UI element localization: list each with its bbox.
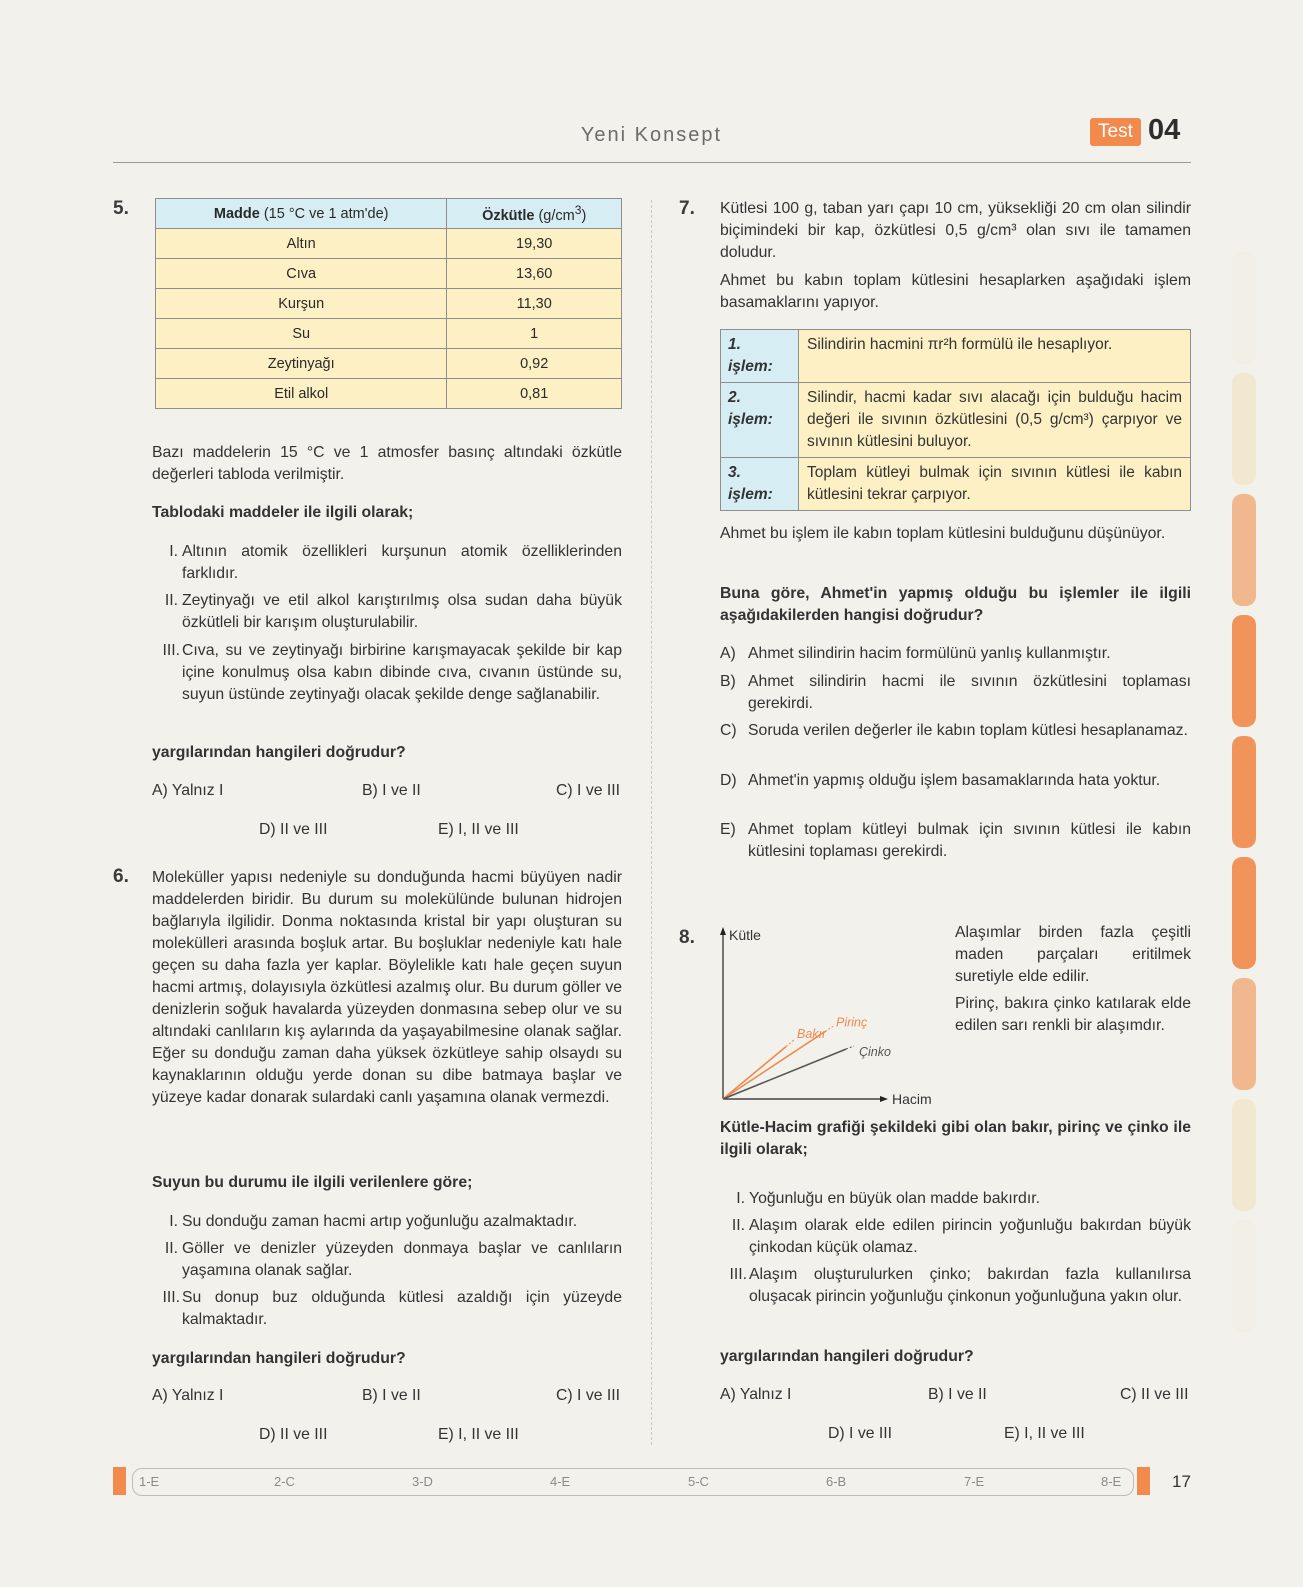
option-c[interactable]: C) II ve III xyxy=(1120,1386,1189,1403)
statement-numeral: II. xyxy=(164,1240,178,1257)
x-axis-arrow xyxy=(880,1096,888,1102)
answer-key-item: 7-E xyxy=(964,1474,985,1489)
option-c[interactable]: C) I ve III xyxy=(556,1387,621,1404)
option-c[interactable]: C) I ve III xyxy=(556,782,621,799)
step-label: 2. işlem: xyxy=(721,383,799,458)
statement-text: Alaşım oluşturulurken çinko; bakırdan fazla kullanılırsa oluşacak pirincin yoğunluğu çinkonun yoğunluğuna yakın olur. xyxy=(749,1266,1191,1305)
statement-numeral: III. xyxy=(162,642,180,659)
option-letter: D) xyxy=(720,772,737,789)
answer-key-item: 4-E xyxy=(550,1474,571,1489)
question-8-prompt: Kütle-Hacim grafiği şekildeki gibi olan bakır, pirinç ve çinko ile ilgili olarak; xyxy=(720,1119,1191,1158)
statement-text: Altının atomik özellikleri kurşunun atomik özelliklerinden farklıdır. xyxy=(182,543,622,582)
page-number: 17 xyxy=(1172,1472,1191,1491)
question-7-text-1: Kütlesi 100 g, taban yarı çapı 10 cm, yüksekliği 20 cm olan silindir biçimindeki bir kap, özkütlesi 0,5 g/cm³ olan sıvı ile tamamen doludur. xyxy=(720,200,1191,261)
series-line-3 xyxy=(723,1049,846,1099)
question-5-prompt: Tablodaki maddeler ile ilgili olarak; xyxy=(152,504,414,521)
option-c[interactable] xyxy=(720,720,1191,742)
side-tab xyxy=(1232,1220,1256,1332)
side-tab xyxy=(1232,1099,1256,1211)
question-6-text: Moleküller yapısı nedeniyle su donduğunda hacmi büyüyen nadir maddelerden biridir. Bu durum su molekülünde bulunan hidrojen bağlarıyla ilgilidir. Donma noktasında kristal bir yapı oluşturan su molekülleri arasında boşluk artar. Bu boşluklar nedeniyle katı hale geçen su daha fazla yer kaplar. Böylelikle katı hale geçen suyun hacmi artmış, dolayısıyla özkütlesi azalmış olur. Bu durum göller ve denizlerin soğuk havalarda yüzeyden donmasına sebep olur ve su altındaki canlıların kış aylarında da yaşayabilmesine olanak sağlar. Eğer su donduğu zaman daha yüksek özkütleye sahip olsaydı su kaynaklarının olduğu yerde donan su dibe batmaya başlar ve yüzeye kadar donarak sulardaki canlı yaşamına olanak vermezdi. xyxy=(152,869,622,1106)
statement-numeral: I. xyxy=(169,1213,178,1230)
table-cell: Zeytinyağı xyxy=(156,349,447,379)
option-b[interactable]: B) I ve II xyxy=(362,1387,421,1404)
option-letter: E) xyxy=(720,821,736,838)
statement-text: Yoğunluğu en büyük olan madde bakırdır. xyxy=(749,1190,1041,1207)
header-divider xyxy=(113,162,1191,163)
answer-key-item: 8-E xyxy=(1101,1474,1122,1489)
table-cell: 0,81 xyxy=(447,379,622,409)
answer-key-left-marker xyxy=(113,1467,126,1495)
statement-numeral: I. xyxy=(169,543,178,560)
table-cell: 0,92 xyxy=(447,349,622,379)
statement xyxy=(164,1238,622,1282)
density-table xyxy=(155,198,622,409)
statement-text: Zeytinyağı ve etil alkol karıştırılmış olsa sudan daha büyük özkütleli bir karışım oluşturulabilir. xyxy=(182,592,622,631)
table-cell: 13,60 xyxy=(447,259,622,289)
option-d[interactable]: D) II ve III xyxy=(259,821,328,838)
table-cell: Kurşun xyxy=(156,289,447,319)
option-e[interactable]: E) I, II ve III xyxy=(438,1426,519,1443)
side-tab xyxy=(1232,615,1256,727)
side-tab xyxy=(1232,978,1256,1090)
option-a[interactable]: A) Yalnız I xyxy=(152,1387,224,1404)
statement-numeral: III. xyxy=(729,1266,747,1283)
option-e[interactable] xyxy=(720,819,1191,863)
step-label: 3. işlem: xyxy=(721,458,799,511)
test-number: 04 xyxy=(1148,114,1181,146)
table-cell: Etil alkol xyxy=(156,379,447,409)
question-5-intro: Bazı maddelerin 15 °C ve 1 atmosfer basınç altındaki özkütle değerleri tabloda verilmiştir. xyxy=(152,444,622,483)
series-line-1 xyxy=(723,1047,786,1099)
statement xyxy=(162,1287,622,1331)
question-5-number: 5. xyxy=(113,198,129,219)
answer-key-right-marker xyxy=(1137,1467,1150,1495)
answer-key-item: 3-D xyxy=(412,1474,433,1489)
question-7-text-3: Ahmet bu işlem ile kabın toplam kütlesini bulduğunu düşünüyor. xyxy=(720,525,1166,542)
statement xyxy=(162,640,622,706)
step-text: Toplam kütleyi bulmak için sıvının kütlesi ile kabın kütlesini tekrar çarpıyor. xyxy=(799,458,1191,511)
series-label-3: Çinko xyxy=(859,1044,891,1059)
option-a[interactable]: A) Yalnız I xyxy=(720,1386,792,1403)
statement-numeral: III. xyxy=(162,1289,180,1306)
series-label-1: Bakır xyxy=(797,1026,827,1041)
statement-text: Göller ve denizler yüzeyden donmaya başlar ve canlıların yaşamına olanak sağlar. xyxy=(182,1240,622,1279)
option-a[interactable]: A) Yalnız I xyxy=(152,782,224,799)
table-cell: 19,30 xyxy=(447,229,622,259)
table-cell: 1 xyxy=(447,319,622,349)
process-steps-table xyxy=(720,329,1191,511)
option-letter: A) xyxy=(720,645,736,662)
option-text: Ahmet silindirin hacmi ile sıvının özkütlesini toplaması gerekirdi. xyxy=(748,673,1191,712)
table-cell: 11,30 xyxy=(447,289,622,319)
option-letter: C) xyxy=(720,722,737,739)
option-letter: B) xyxy=(720,673,736,690)
option-d[interactable] xyxy=(720,770,1191,792)
option-d[interactable]: D) II ve III xyxy=(259,1426,328,1443)
statement xyxy=(736,1188,1191,1210)
table-cell: Cıva xyxy=(156,259,447,289)
x-axis-label: Hacim xyxy=(892,1091,932,1105)
answer-key-item: 6-B xyxy=(826,1474,847,1489)
side-tab xyxy=(1232,857,1256,969)
side-tab xyxy=(1232,252,1256,364)
option-e[interactable]: E) I, II ve III xyxy=(1004,1425,1085,1442)
statement-text: Alaşım olarak elde edilen pirincin yoğunluğu bakırdan büyük çinkodan küçük olamaz. xyxy=(749,1217,1191,1256)
step-text: Silindir, hacmi kadar sıvı alacağı için bulduğu hacim değeri ile sıvının özkütlesini (0,5 g/cm³) çarpıyor ve sıvının kütlesini buluyor. xyxy=(799,383,1191,458)
density-table-header-substance-bold: Madde xyxy=(213,205,260,222)
side-tab xyxy=(1232,736,1256,848)
series-leader-3 xyxy=(846,1046,854,1049)
mass-volume-chart xyxy=(712,925,942,1105)
option-text: Ahmet'in yapmış olduğu işlem basamaklarında hata yoktur. xyxy=(748,772,1161,789)
step-text: Silindirin hacmini πr²h formülü ile hesaplıyor. xyxy=(799,330,1191,383)
step-label: 1. işlem: xyxy=(721,330,799,383)
option-text: Soruda verilen değerler ile kabın toplam kütlesi hesaplanamaz. xyxy=(748,722,1188,739)
question-7-text-2: Ahmet bu kabın toplam kütlesini hesaplarken aşağıdaki işlem basamaklarını yapıyor. xyxy=(720,272,1191,311)
series-layer xyxy=(723,1015,891,1099)
statement-text: Su donduğu zaman hacmi artıp yoğunluğu azalmaktadır. xyxy=(182,1213,578,1230)
question-6-number: 6. xyxy=(113,866,129,887)
table-cell: Su xyxy=(156,319,447,349)
statement xyxy=(729,1264,1191,1308)
answer-key-item: 5-C xyxy=(688,1474,709,1489)
statement-text: Cıva, su ve zeytinyağı birbirine karışmayacak şekilde bir kap içine konulmuş olsa kabın dibinde cıva, cıvanın üstünde su, suyun üstünde zeytinyağı olacak şekilde denge sağlanabilir. xyxy=(182,642,622,703)
option-e[interactable]: E) I, II ve III xyxy=(438,821,519,838)
statement-numeral: II. xyxy=(164,592,178,609)
answer-key-item: 2-C xyxy=(274,1474,295,1489)
side-tab xyxy=(1232,373,1256,485)
series-leader-2 xyxy=(825,1026,833,1031)
series-leader-1 xyxy=(786,1040,794,1047)
statement-text: Su donup buz olduğunda kütlesi azaldığı için yüzeyde kalmaktadır. xyxy=(182,1289,622,1328)
test-label-badge: Test xyxy=(1090,118,1141,146)
side-tab xyxy=(1232,494,1256,606)
question-7-number: 7. xyxy=(679,198,695,219)
question-6-prompt: Suyun bu durumu ile ilgili verilenlere göre; xyxy=(152,1174,473,1191)
series-label-2: Pirinç xyxy=(836,1015,868,1030)
density-table-header-substance: Madde (15 °C ve 1 atm'de) xyxy=(156,199,447,229)
y-axis-label: Kütle xyxy=(729,927,761,943)
question-7-question: Buna göre, Ahmet'in yapmış olduğu bu işlemler ile ilgili aşağıdakilerden hangisi doğrudur? xyxy=(720,585,1191,624)
option-text: Ahmet toplam kütleyi bulmak için sıvının kütlesi ile kabın kütlesini toplaması gerekirdi. xyxy=(748,821,1191,860)
statement xyxy=(164,590,622,634)
density-table-header-density-bold: Özkütle xyxy=(482,207,535,224)
statement xyxy=(169,1211,622,1233)
statement xyxy=(731,1215,1191,1259)
y-axis-arrow xyxy=(720,927,726,935)
table-cell: Altın xyxy=(156,229,447,259)
statement xyxy=(169,541,622,585)
option-text: Ahmet silindirin hacim formülünü yanlış kullanmıştır. xyxy=(748,645,1111,662)
option-a[interactable] xyxy=(720,643,1191,665)
question-8-side-text-2: Pirinç, bakıra çinko katılarak elde edilen sarı renkli bir alaşımdır. xyxy=(955,995,1191,1034)
question-8-number: 8. xyxy=(679,927,695,948)
running-header-title: Yeni Konsept xyxy=(580,124,723,146)
density-table-header-density: Özkütle $(g/cm^3)$ xyxy=(447,199,622,229)
option-d[interactable]: D) I ve III xyxy=(828,1425,893,1442)
question-8-side-text-1: Alaşımlar birden fazla çeşitli maden parçaları eritilmek suretiyle elde edilir. xyxy=(955,924,1191,985)
option-b[interactable]: B) I ve II xyxy=(362,782,421,799)
column-separator xyxy=(651,200,652,1445)
option-b[interactable] xyxy=(720,671,1191,715)
answer-key-item: 1-E xyxy=(139,1474,160,1489)
statement-numeral: II. xyxy=(731,1217,745,1234)
question-5-question: yargılarından hangileri doğrudur? xyxy=(152,744,406,761)
series-line-2 xyxy=(723,1032,825,1099)
statement-numeral: I. xyxy=(736,1190,745,1207)
option-b[interactable]: B) I ve II xyxy=(928,1386,987,1403)
question-8-question: yargılarından hangileri doğrudur? xyxy=(720,1348,974,1365)
question-6-question: yargılarından hangileri doğrudur? xyxy=(152,1350,406,1367)
